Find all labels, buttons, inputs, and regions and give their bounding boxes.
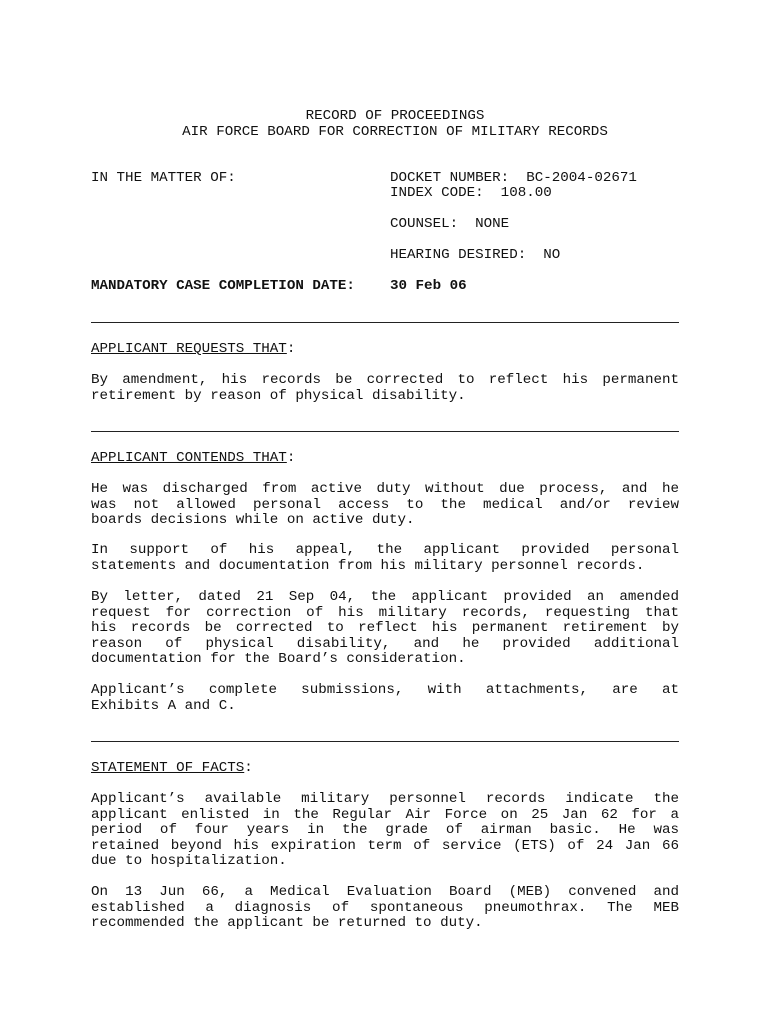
requests-heading-colon: :	[286, 341, 296, 357]
contends-paragraph-4	[91, 683, 679, 714]
paragraph-line: By letter, dated 21 Sep 04, the applicant provided an amended	[91, 589, 679, 605]
docket-number: DOCKET NUMBER: BC-2004-02671	[390, 170, 637, 186]
paragraph-line: retained beyond his expiration term of service (ETS) of 24 Jan 66	[91, 837, 679, 854]
contends-heading-text: APPLICANT CONTENDS THAT	[91, 450, 287, 466]
paragraph-line: due to hospitalization.	[91, 853, 287, 869]
header-title: RECORD OF PROCEEDINGS	[305, 108, 485, 124]
mccd-value: 30 Feb 06	[390, 278, 467, 294]
paragraph-line: period of four years in the grade of airman basic. He was	[91, 822, 679, 838]
facts-paragraph-1	[91, 792, 679, 870]
contends-heading-colon: :	[286, 450, 296, 466]
contends-heading	[91, 451, 295, 467]
counsel: COUNSEL: NONE	[390, 216, 510, 232]
paragraph-line: recommended the applicant be returned to duty.	[91, 915, 483, 931]
divider	[91, 741, 679, 742]
paragraph-line: was not allowed personal access to the medical and/or review	[91, 496, 679, 513]
paragraph-line: In support of his appeal, the applicant provided personal	[91, 542, 679, 558]
paragraph-line: retirement by reason of physical disability.	[91, 387, 466, 404]
paragraph-line: statements and documentation from his military personnel records.	[91, 557, 645, 574]
facts-heading-colon: :	[244, 760, 253, 776]
paragraph-line: Exhibits A and C.	[91, 697, 236, 714]
paragraph-line: He was discharged from active duty without due process, and he	[91, 481, 679, 497]
header-subtitle: AIR FORCE BOARD FOR CORRECTION OF MILITARY RECORDS	[182, 123, 608, 140]
paragraph-line: boards decisions while on active duty.	[91, 512, 415, 528]
mccd-label: MANDATORY CASE COMPLETION DATE:	[91, 278, 355, 294]
facts-heading	[91, 761, 253, 777]
paragraph-line: On 13 Jun 66, a Medical Evaluation Board (MEB) convened and	[91, 884, 679, 900]
requests-heading	[91, 342, 295, 358]
contends-paragraph-2	[91, 543, 679, 574]
paragraph-line: Applicant’s complete submissions, with attachments, are at	[91, 682, 679, 698]
divider	[91, 431, 679, 432]
document-header	[0, 109, 770, 140]
paragraph-line: By amendment, his records be corrected to reflect his permanent	[91, 372, 679, 388]
index-code: INDEX CODE: 108.00	[390, 185, 552, 201]
contends-paragraph-1	[91, 482, 679, 529]
paragraph-line: applicant enlisted in the Regular Air Force on 25 Jan 62 for a	[91, 806, 679, 823]
paragraph-line: request for correction of his military records, requesting that	[91, 604, 679, 621]
requests-heading-text: APPLICANT REQUESTS THAT	[91, 341, 287, 357]
facts-heading-text: STATEMENT OF FACTS	[91, 760, 245, 776]
requests-paragraph	[91, 373, 679, 404]
paragraph-line: his records be corrected to reflect his permanent retirement by	[91, 620, 679, 636]
contends-paragraph-3	[91, 590, 679, 668]
paragraph-line: established a diagnosis of spontaneous pneumothrax. The MEB	[91, 899, 679, 916]
matter-label: IN THE MATTER OF:	[91, 170, 236, 186]
divider	[91, 322, 679, 323]
paragraph-line: reason of physical disability, and he provided additional	[91, 635, 679, 652]
paragraph-line: Applicant’s available military personnel records indicate the	[91, 791, 679, 807]
paragraph-line: documentation for the Board’s consideration.	[91, 651, 466, 667]
facts-paragraph-2	[91, 885, 679, 932]
hearing-desired: HEARING DESIRED: NO	[390, 247, 561, 263]
